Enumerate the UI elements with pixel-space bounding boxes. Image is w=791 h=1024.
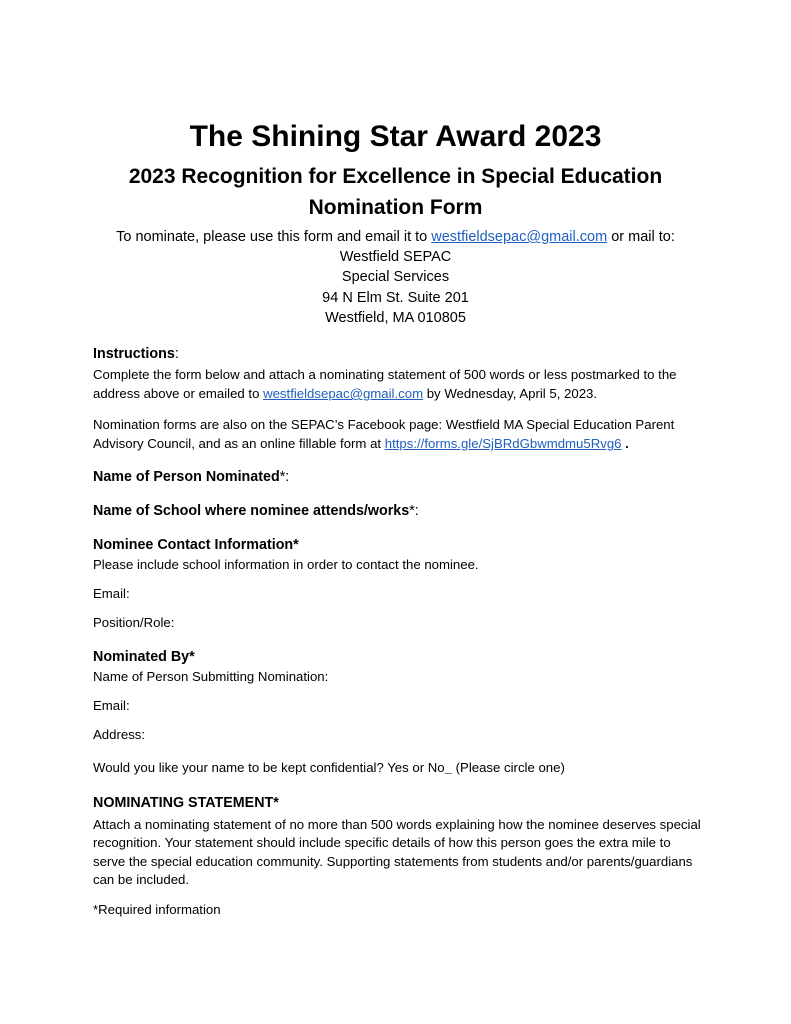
statement-line-3: serve the special education community. Supporting statements from students and/or parents/guardians: [93, 854, 693, 869]
school-name-label: Name of School where nominee attends/works: [93, 503, 410, 519]
confidential-underscore: _: [444, 760, 452, 775]
statement-line-4: can be included.: [93, 872, 190, 887]
instructions-colon: :: [174, 346, 179, 362]
instructions-email-link[interactable]: westfieldsepac@gmail.com: [263, 386, 424, 401]
position-role-label: Position/Role:: [93, 615, 175, 630]
facebook-line-1: Nomination forms are also on the SEPAC’s Facebook page: Westfield MA Special Education Parent: [93, 417, 675, 432]
instructions-heading-text: Instructions: [93, 346, 175, 362]
nominee-name-field: [93, 469, 289, 485]
statement-line-2: recognition. Your statement should include specific details of how this person goes the extra mile to: [93, 835, 671, 850]
intro-text-after: or mail to:: [607, 229, 675, 245]
page-title: The Shining Star Award 2023: [189, 120, 602, 153]
contact-note: Please include school information in order to contact the nominee.: [93, 557, 479, 572]
submitter-address-label: Address:: [93, 727, 146, 742]
google-form-link[interactable]: https://forms.gle/SjBRdGbwmdmu5Rvg6: [384, 436, 622, 451]
confidential-question: [93, 760, 565, 775]
instructions-text: address above or emailed to: [93, 386, 264, 401]
nominated-by-heading: Nominated By*: [93, 649, 195, 665]
submitter-name-label: Name of Person Submitting Nomination:: [93, 669, 329, 684]
intro-line: [0, 227, 791, 247]
intro-email-link[interactable]: westfieldsepac@gmail.com: [431, 229, 608, 245]
statement-heading: NOMINATING STATEMENT*: [93, 795, 279, 811]
address-line-3: 94 N Elm St. Suite 201: [322, 290, 469, 306]
nominee-email-label: Email:: [93, 586, 130, 601]
nominee-name-suffix: *:: [279, 469, 290, 485]
statement-line-1: Attach a nominating statement of no more than 500 words explaining how the nominee deserves special: [93, 817, 701, 832]
instructions-line-2: [93, 384, 597, 403]
instructions-deadline: by Wednesday, April 5, 2023.: [423, 386, 598, 401]
instructions-line-1: Complete the form below and attach a nominating statement of 500 words or less postmarked to the: [93, 367, 677, 382]
intro-text: To nominate, please use this form and email it to: [116, 229, 432, 245]
address-line-1: Westfield SEPAC: [339, 249, 452, 265]
facebook-period: .: [621, 436, 629, 451]
instructions-heading: [93, 346, 179, 362]
facebook-text: Advisory Council, and as an online fillable form at: [93, 436, 385, 451]
nominee-name-label: Name of Person Nominated: [93, 469, 280, 485]
confidential-hint: (Please circle one): [451, 760, 565, 775]
subtitle-nomination-form: Nomination Form: [308, 196, 483, 219]
subtitle-recognition: 2023 Recognition for Excellence in Special Education: [128, 165, 663, 188]
submitter-email-label: Email:: [93, 698, 130, 713]
confidential-question-text: Would you like your name to be kept confidential? Yes or No: [93, 760, 445, 775]
school-name-field: [93, 503, 419, 519]
school-name-suffix: *:: [409, 503, 419, 519]
address-line-2: Special Services: [341, 269, 450, 285]
required-footnote: *Required information: [93, 902, 221, 917]
contact-heading: Nominee Contact Information*: [93, 537, 299, 553]
facebook-line-2: [93, 434, 629, 453]
address-line-4: Westfield, MA 010805: [325, 310, 466, 326]
